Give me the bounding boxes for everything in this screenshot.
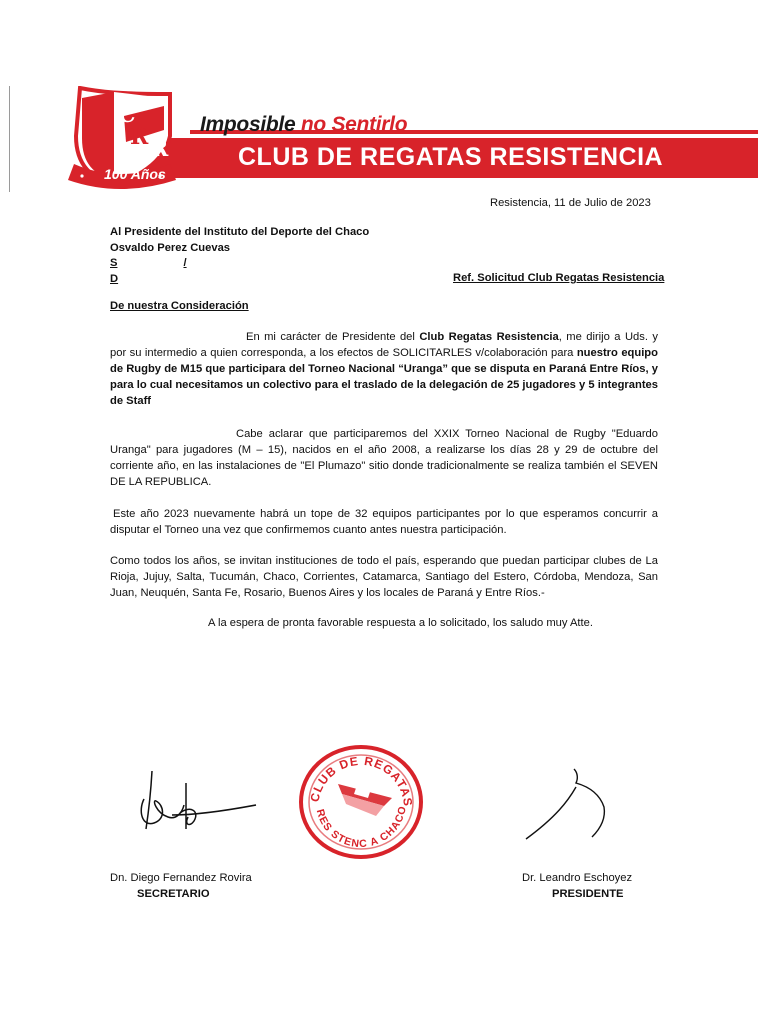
paragraph-2: Cabe aclarar que participaremos del XXIX Torneo Nacional de Rugby "Eduardo Uranga" para jugadores (M – 15), nacidos en el año 2008, a realizarse los días 28 y 29 de octubre del corriente año, en las instalaciones de "El Plumazo" sitio donde tradicionalmente se realiza también el SEVEN DE LA REPUBLICA. xyxy=(110,428,658,488)
p1-request: nuestro equipo de Rugby de M15 que participara del Torneo Nacional “Uranga” que se disputa en Paraná Entre Ríos, y para lo cual necesitamos un colectivo para el traslado de la delegación de 25 jugadores y 5 integrantes de Staff xyxy=(110,347,658,407)
signer-right-name: Dr. Leandro Eschoyez xyxy=(522,872,633,884)
paragraph-1 xyxy=(110,329,658,409)
slogan-part1: Imposible xyxy=(200,113,296,136)
sd-d: D xyxy=(110,273,119,285)
club-stamp xyxy=(296,742,426,862)
closing-line: A la espera de pronta favorable respuesta a lo solicitado, los saludo muy Atte. xyxy=(208,617,593,629)
stamp-bottom-text: RES STENC A CHACO xyxy=(313,804,409,851)
signer-left-role: SECRETARIO xyxy=(137,888,210,900)
centenary-label: 100 Años xyxy=(104,166,166,182)
signature-left xyxy=(124,765,264,835)
paragraph-3: Este año 2023 nuevamente habrá un tope de 32 equipos participantes por lo que esperamos concurrir a disputar el Torneo una vez que confirmemos cuanto antes nuestra participación. xyxy=(110,508,658,536)
salutation: De nuestra Consideración xyxy=(110,300,249,312)
recipient-sd xyxy=(110,255,258,287)
stamp-top-text: CLUB DE REGATAS xyxy=(307,753,416,808)
club-name: CLUB DE REGATAS RESISTENCIA xyxy=(238,143,664,171)
recipient-line2: Osvaldo Perez Cuevas xyxy=(110,242,231,254)
p1-text-c: , me dirijo a Uds. y por su intermedio a quien corresponda, a los efectos de SOLICITARLES v/colaboración para xyxy=(110,331,658,359)
shield-letter-c: C xyxy=(118,102,136,128)
signer-left-name: Dn. Diego Fernandez Rovira xyxy=(110,872,252,884)
slogan-part2: no Sentirlo xyxy=(300,113,408,136)
svg-text:RES STENC A CHACO xyxy=(314,805,409,851)
p1-club-name: Club Regatas Resistencia xyxy=(419,331,559,343)
slogan xyxy=(200,113,407,137)
p1-text-a: En mi carácter de Presidente del xyxy=(246,331,420,343)
paragraph-4: Como todos los años, se invitan instituciones de todo el país, esperando que puedan participar clubes de La Rioja, Jujuy, Salta, Tucumán, Chaco, Corrientes, Catamarca, Santiago del Estero, Córdoba, Mendoza, San Juan, Neuquén, Santa Fe, Rosario, Buenos Aires y los locales de Paraná y Entre Ríos.- xyxy=(110,555,658,599)
signature-right xyxy=(520,765,630,845)
recipient-line1: Al Presidente del Instituto del Deporte del Chaco xyxy=(110,226,370,238)
place-date: Resistencia, 11 de Julio de 2023 xyxy=(490,197,651,209)
shield-letter-r2: R xyxy=(150,136,169,162)
sd-s: S xyxy=(110,257,118,269)
reference: Ref. Solicitud Club Regatas Resistencia xyxy=(453,272,665,284)
signer-right-role: PRESIDENTE xyxy=(552,888,624,900)
shield-letter-r1: R xyxy=(130,124,149,150)
sd-slash: / xyxy=(183,257,187,269)
